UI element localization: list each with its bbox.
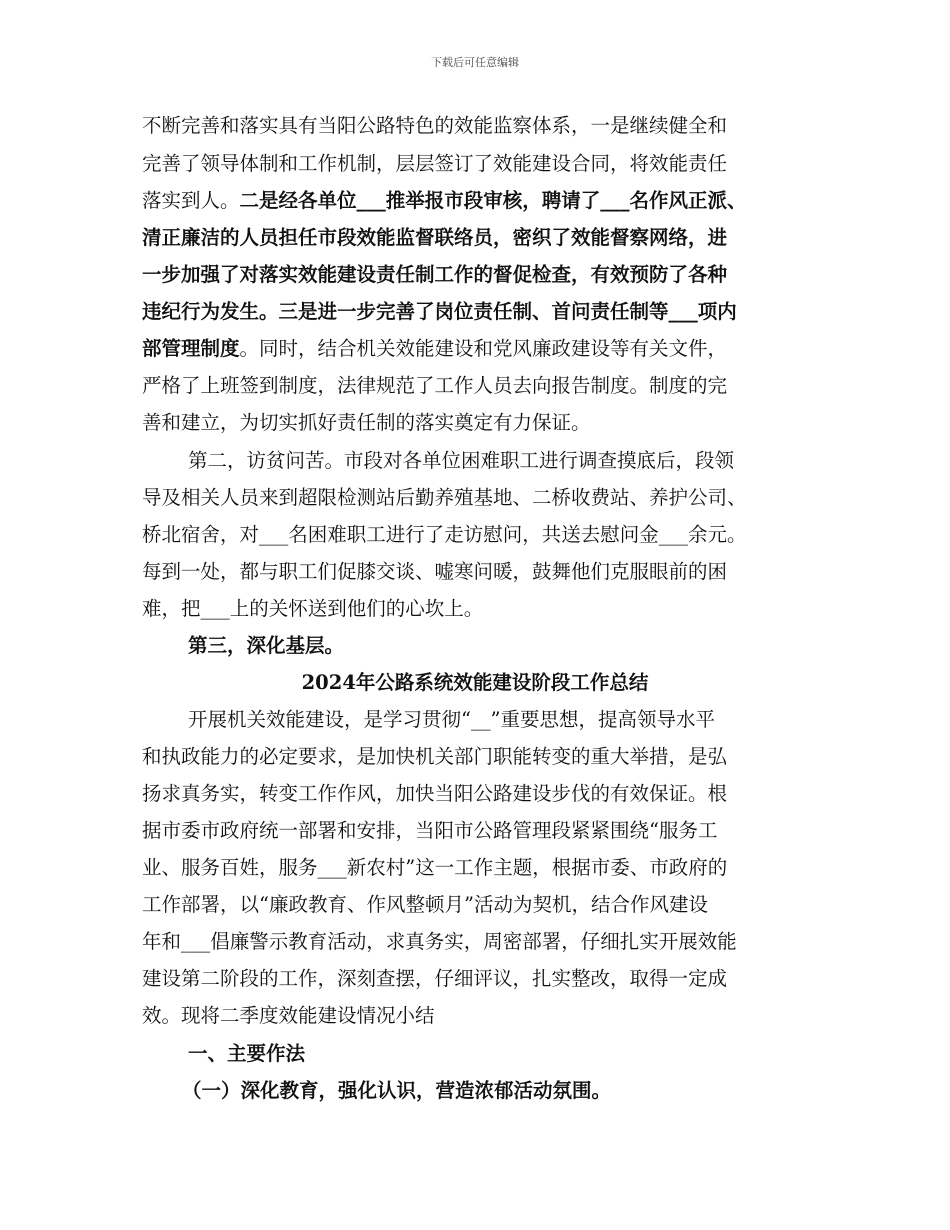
paragraph-line xyxy=(142,334,727,364)
paragraph-line: 导及相关人员来到超限检测站后勤养殖基地、二桥收费站、养护公司、 xyxy=(142,486,747,509)
paragraph-line: 效。现将二季度效能建设情况小结 xyxy=(142,1004,435,1027)
document-title: 2024年公路系统效能建设阶段工作总结 xyxy=(301,671,649,694)
paragraph-line: 开展机关效能建设，是学习贯彻“__”重要思想，提高领导水平 xyxy=(188,708,715,731)
paragraph-line: 每到一处，都与职工们促膝交谈、嘘寒问暖，鼓舞他们克服眼前的困 xyxy=(142,560,728,583)
paragraph-line: 第二，访贫问苦。市段对各单位困难职工进行调查摸底后，段领 xyxy=(188,449,735,472)
paragraph-line xyxy=(142,186,747,216)
section-heading: 第三，深化基层。 xyxy=(188,634,345,657)
paragraph-line: 业、服务百姓，服务___新农村”这一工作主题，根据市委、市政府的 xyxy=(142,856,728,879)
paragraph-line: 工作部署，以“廉政教育、作风整顿月”活动为契机，结合作风建设 xyxy=(142,893,708,916)
paragraph-line-bold: 清正廉洁的人员担任市段效能监督联络员，密织了效能督察网络，进 xyxy=(142,226,728,249)
paragraph-line: 桥北宿舍，对___名困难职工进行了走访慰问，共送去慰问金___余元。 xyxy=(142,523,747,546)
paragraph-line: 严格了上班签到制度，法律规范了工作人员去向报告制度。制度的完 xyxy=(142,374,728,397)
bold-text-span: 部管理制度 xyxy=(142,337,240,360)
paragraph-line-bold: 违纪行为发生。三是进一步完善了岗位责任制、首问责任制等___项内 xyxy=(142,300,737,323)
paragraph-line: 建设第二阶段的工作，深刻查摆，仔细评议，扎实整改，取得一定成 xyxy=(142,967,728,990)
text-span: 落实到人。 xyxy=(142,189,240,212)
page-header-note: 下载后可任意编辑 xyxy=(431,56,519,69)
paragraph-line-bold: 一步加强了对落实效能建设责任制工作的督促检查，有效预防了各种 xyxy=(142,263,728,286)
paragraph-line: 和执政能力的必定要求，是加快机关部门职能转变的重大举措，是弘 xyxy=(142,745,728,768)
paragraph-line: 扬求真务实，转变工作作风，加快当阳公路建设步伐的有效保证。根 xyxy=(142,782,728,805)
paragraph-line: 善和建立，为切实抓好责任制的落实奠定有力保证。 xyxy=(142,411,591,434)
paragraph-line: 据市委市政府统一部署和安排，当阳市公路管理段紧紧围绕“服务工 xyxy=(142,819,718,842)
paragraph-line: 完善了领导体制和工作机制，层层签订了效能建设合同，将效能责任 xyxy=(142,152,728,175)
section-heading: 一、主要作法 xyxy=(188,1042,306,1065)
text-span: 。同时，结合机关效能建设和党风廉政建设等有关文件， xyxy=(239,337,728,360)
paragraph-line: 年和___倡廉警示教育活动，求真务实，周密部署，仔细扎实开展效能 xyxy=(142,930,737,953)
bold-text-span: 二是经各单位___推举报市段审核，聘请了___名作风正派、 xyxy=(239,189,747,212)
subsection-heading: （一）深化教育，强化认识，营造浓郁活动氛围。 xyxy=(182,1079,612,1102)
paragraph-line: 不断完善和落实具有当阳公路特色的效能监察体系，一是继续健全和 xyxy=(142,114,728,137)
paragraph-line: 难，把___上的关怀送到他们的心坎上。 xyxy=(142,597,484,620)
